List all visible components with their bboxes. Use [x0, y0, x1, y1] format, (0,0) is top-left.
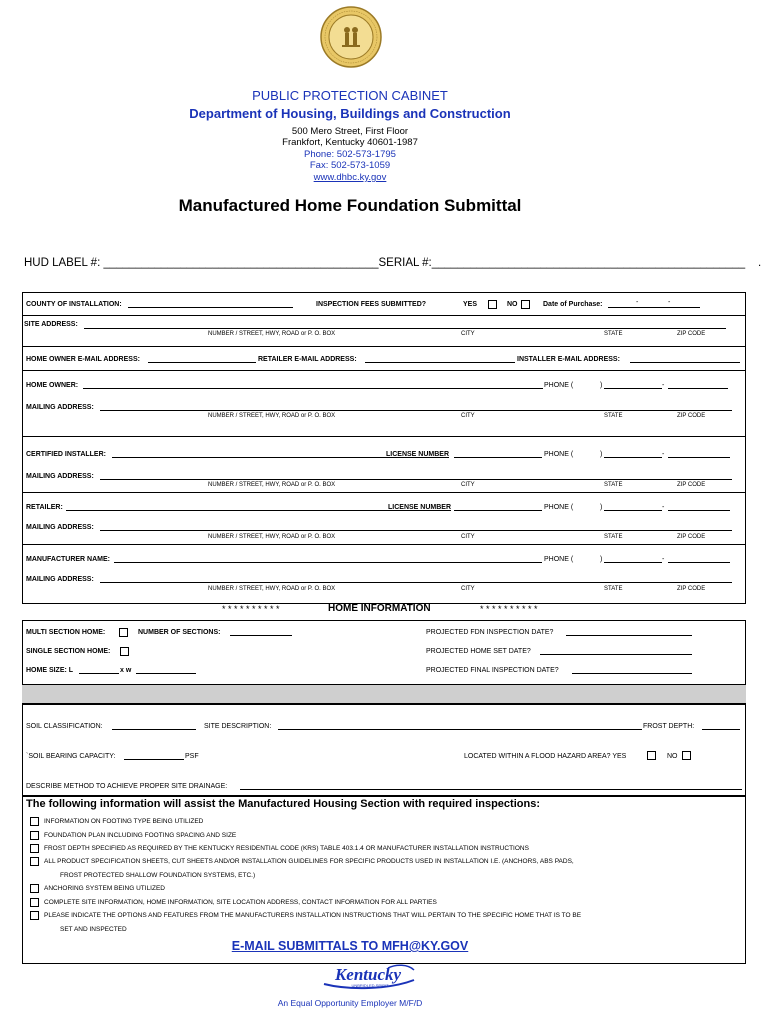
date-dash-1: -	[636, 299, 639, 306]
manufacturer-phone-field[interactable]	[604, 555, 665, 563]
zip-caption: ZIP CODE	[677, 586, 706, 592]
paren: )	[600, 382, 603, 389]
state-caption: STATE	[604, 586, 623, 592]
info-heading: The following information will assist the Manufactured Housing Section with required inspections:	[26, 798, 540, 810]
soil-class-field[interactable]	[112, 722, 196, 730]
date-dash-2: -	[668, 299, 671, 306]
site-description-field[interactable]	[278, 722, 642, 730]
flood-no-label: NO	[667, 753, 678, 760]
checklist-text: ANCHORING SYSTEM BEING UTILIZED	[44, 885, 165, 893]
hud-dot: .	[758, 257, 762, 269]
checklist-text: FROST DEPTH SPECIFIED AS REQUIRED BY THE KENTUCKY RESIDENTIAL CODE (KRS) TABLE 403.1.4 OR MANUFACTURER INSTALLATION INSTRUCTIONS	[44, 845, 529, 853]
manufacturer-mailing-label: MAILING ADDRESS:	[26, 576, 94, 583]
paren: )	[600, 504, 603, 511]
divider	[22, 436, 746, 437]
checklist-item[interactable]	[30, 911, 581, 920]
state-caption: STATE	[604, 482, 623, 488]
flood-label: LOCATED WITHIN A FLOOD HAZARD AREA? YES	[464, 753, 627, 760]
site-zip-caption: ZIP CODE	[677, 331, 706, 337]
home-owner-phone-field-2[interactable]	[668, 381, 728, 389]
frost-depth-label: FROST DEPTH:	[643, 723, 695, 730]
checkbox[interactable]	[30, 831, 39, 840]
home-owner-phone-label: PHONE (	[544, 382, 574, 389]
single-section-label: SINGLE SECTION HOME:	[26, 648, 111, 655]
zip-caption: ZIP CODE	[677, 534, 706, 540]
state-caption: STATE	[604, 534, 623, 540]
final-date-field[interactable]	[572, 666, 692, 674]
state-caption: STATE	[604, 413, 623, 419]
form-title: Manufactured Home Foundation Submittal	[178, 196, 522, 215]
manufacturer-field[interactable]	[114, 555, 542, 563]
retailer-mailing-field[interactable]	[100, 523, 732, 531]
checklist-item[interactable]	[30, 844, 529, 853]
installer-email-label: INSTALLER E-MAIL ADDRESS:	[517, 356, 620, 363]
retailer-email-label: RETAILER E-MAIL ADDRESS:	[258, 356, 357, 363]
stars-left: * * * * * * * * * *	[222, 604, 280, 614]
paren: )	[600, 451, 603, 458]
set-date-field[interactable]	[540, 647, 692, 655]
cabinet-name: PUBLIC PROTECTION CABINET	[252, 88, 448, 103]
zip-caption: ZIP CODE	[677, 413, 706, 419]
installer-phone-label: PHONE (	[544, 451, 574, 458]
home-owner-email-label: HOME OWNER E-MAIL ADDRESS:	[26, 356, 140, 363]
svg-text:Kentucky: Kentucky	[334, 965, 402, 984]
retailer-label: RETAILER:	[26, 504, 63, 511]
installer-phone-field[interactable]	[604, 450, 665, 458]
city-caption: CITY	[461, 482, 475, 488]
stars-right: * * * * * * * * * *	[480, 604, 538, 614]
home-owner-phone-field[interactable]	[604, 381, 665, 389]
home-owner-mailing-label: MAILING ADDRESS:	[26, 404, 94, 411]
email-submittals-link[interactable]: E-MAIL SUBMITTALS TO MFH@KY.GOV	[231, 939, 469, 953]
manufacturer-phone-label: PHONE (	[544, 556, 574, 563]
checklist-item[interactable]	[30, 898, 437, 907]
checklist-text: COMPLETE SITE INFORMATION, HOME INFORMATION, SITE LOCATION ADDRESS, CONTACT INFORMATION FOR ALL PARTIES	[44, 899, 437, 907]
flood-yes-checkbox[interactable]	[647, 751, 656, 760]
checklist-item[interactable]	[30, 817, 203, 826]
fdn-date-field[interactable]	[566, 628, 692, 636]
installer-email-field[interactable]	[630, 355, 740, 363]
checklist-text: PLEASE INDICATE THE OPTIONS AND FEATURES FROM THE MANUFACTURERS INSTALLATION INSTRUCTIONS THAT WILL PERTAIN TO THE SPECIFIC HOME THAT IS TO BE	[44, 912, 582, 920]
site-address-label: SITE ADDRESS:	[24, 321, 78, 328]
soil-bearing-field[interactable]	[124, 752, 184, 760]
address-line-1: 500 Mero Street, First Floor	[291, 126, 409, 137]
num-sections-label: NUMBER OF SECTIONS:	[138, 629, 221, 636]
divider	[22, 370, 746, 371]
checklist-item[interactable]	[30, 857, 574, 866]
home-size-width-field[interactable]	[136, 666, 196, 674]
checkbox[interactable]	[30, 817, 39, 826]
street-caption: NUMBER / STREET, HWY, ROAD or P. O. BOX	[208, 534, 336, 540]
installer-mailing-label: MAILING ADDRESS:	[26, 473, 94, 480]
county-field[interactable]	[128, 300, 293, 308]
checkbox[interactable]	[30, 884, 39, 893]
drainage-label: DESCRIBE METHOD TO ACHIEVE PROPER SITE DRAINAGE:	[26, 783, 228, 790]
site-address-field[interactable]	[84, 321, 726, 329]
fdn-date-label: PROJECTED FDN INSPECTION DATE?	[426, 629, 554, 636]
divider	[22, 315, 746, 316]
single-section-checkbox[interactable]	[120, 647, 129, 656]
certified-installer-label: CERTIFIED INSTALLER:	[26, 451, 106, 458]
svg-text:UNBRIDLED SPIRIT: UNBRIDLED SPIRIT	[351, 983, 389, 988]
home-information-heading: HOME INFORMATION	[328, 603, 431, 614]
soil-class-label: SOIL CLASSIFICATION:	[26, 723, 103, 730]
set-date-label: PROJECTED HOME SET DATE?	[426, 648, 531, 655]
drainage-field[interactable]	[240, 782, 742, 790]
dash: -	[662, 451, 665, 458]
county-label: COUNTY OF INSTALLATION:	[26, 301, 122, 308]
street-caption: NUMBER / STREET, HWY, ROAD or P. O. BOX	[208, 586, 336, 592]
retailer-phone-label: PHONE (	[544, 504, 574, 511]
site-street-caption: NUMBER / STREET, HWY, ROAD or P. O. BOX	[208, 331, 336, 337]
phone-number: Phone: 502-573-1795	[304, 149, 396, 160]
home-owner-field[interactable]	[83, 381, 543, 389]
site-description-label: SITE DESCRIPTION:	[204, 723, 272, 730]
city-caption: CITY	[461, 413, 475, 419]
date-purchase-label: Date of Purchase:	[543, 301, 603, 308]
retailer-license-label: LICENSE NUMBER	[388, 504, 452, 511]
installer-license-label: LICENSE NUMBER	[386, 451, 450, 458]
checklist-item[interactable]	[30, 884, 165, 893]
site-city-caption: CITY	[461, 331, 475, 337]
street-caption: NUMBER / STREET, HWY, ROAD or P. O. BOX	[208, 413, 336, 419]
home-owner-email-field[interactable]	[148, 355, 256, 363]
website-link[interactable]: www.dhbc.ky.gov	[313, 172, 387, 183]
fax-number: Fax: 502-573-1059	[309, 160, 391, 171]
manufacturer-mailing-field[interactable]	[100, 575, 732, 583]
home-size-label: HOME SIZE: L	[26, 667, 74, 674]
date-purchase-field[interactable]	[608, 300, 700, 308]
divider	[22, 346, 746, 347]
retailer-phone-field[interactable]	[604, 503, 665, 511]
checkbox[interactable]	[30, 857, 39, 866]
checkbox[interactable]	[30, 898, 39, 907]
frost-depth-field[interactable]	[702, 722, 740, 730]
fees-yes-label: YES	[463, 301, 478, 308]
fees-yes-checkbox[interactable]	[488, 300, 497, 309]
multi-section-checkbox[interactable]	[119, 628, 128, 637]
certified-installer-field[interactable]	[112, 450, 388, 458]
soil-bearing-label: `SOIL BEARING CAPACITY:	[26, 753, 116, 760]
fees-label: INSPECTION FEES SUBMITTED?	[316, 301, 427, 308]
home-owner-mailing-field[interactable]	[100, 403, 732, 411]
dash: -	[662, 504, 665, 511]
zip-caption: ZIP CODE	[677, 482, 706, 488]
home-owner-label: HOME OWNER:	[26, 382, 79, 389]
retailer-field[interactable]	[66, 503, 388, 511]
home-size-x-label: x w	[120, 667, 132, 674]
kentucky-logo	[318, 962, 418, 992]
installer-mailing-field[interactable]	[100, 472, 732, 480]
city-caption: CITY	[461, 534, 475, 540]
equal-opportunity-footer: An Equal Opportunity Employer M/F/D	[277, 998, 423, 1008]
checklist-text: INFORMATION ON FOOTING TYPE BEING UTILIZED	[44, 818, 204, 826]
kentucky-seal	[320, 6, 382, 68]
final-date-label: PROJECTED FINAL INSPECTION DATE?	[426, 667, 559, 674]
checkbox[interactable]	[30, 844, 39, 853]
divider	[22, 544, 746, 545]
checklist-text: FOUNDATION PLAN INCLUDING FOOTING SPACING AND SIZE	[44, 832, 237, 840]
installer-phone-field-2[interactable]	[668, 450, 730, 458]
retailer-email-field[interactable]	[365, 355, 515, 363]
checklist-continuation: FROST PROTECTED SHALLOW FOUNDATION SYSTEMS, ETC.)	[60, 872, 256, 879]
retailer-mailing-label: MAILING ADDRESS:	[26, 524, 94, 531]
multi-section-label: MULTI SECTION HOME:	[26, 629, 106, 636]
flood-no-checkbox[interactable]	[682, 751, 691, 760]
num-sections-field[interactable]	[230, 628, 292, 636]
psf-label: PSF	[185, 753, 199, 760]
fees-no-checkbox[interactable]	[521, 300, 530, 309]
checklist-text: ALL PRODUCT SPECIFICATION SHEETS, CUT SHEETS AND/OR INSTALLATION GUIDELINES FOR SPECIFIC PRODUCTS USED IN INSTALLATION I.E. (ANCHORS, ABS PADS,	[44, 858, 574, 866]
divider	[22, 492, 746, 493]
site-state-caption: STATE	[604, 331, 623, 337]
paren: )	[600, 556, 603, 563]
section-divider-band	[22, 684, 746, 704]
hud-serial-line[interactable]: HUD LABEL #: ___________________________________________SERIAL #:_________________________________________________	[24, 257, 746, 269]
city-caption: CITY	[461, 586, 475, 592]
checklist-continuation: SET AND INSPECTED	[60, 926, 127, 933]
checkbox[interactable]	[30, 911, 39, 920]
street-caption: NUMBER / STREET, HWY, ROAD or P. O. BOX	[208, 482, 336, 488]
manufacturer-phone-field-2[interactable]	[668, 555, 730, 563]
address-line-2: Frankfort, Kentucky 40601-1987	[282, 137, 418, 148]
retailer-license-field[interactable]	[454, 503, 542, 511]
dash: -	[662, 382, 665, 389]
dash: -	[662, 556, 665, 563]
manufacturer-label: MANUFACTURER NAME:	[26, 556, 110, 563]
department-name: Department of Housing, Buildings and Construction	[189, 106, 511, 121]
fees-no-label: NO	[507, 301, 518, 308]
checklist-item[interactable]	[30, 831, 236, 840]
home-size-length-field[interactable]	[79, 666, 119, 674]
installer-license-field[interactable]	[454, 450, 542, 458]
retailer-phone-field-2[interactable]	[668, 503, 730, 511]
